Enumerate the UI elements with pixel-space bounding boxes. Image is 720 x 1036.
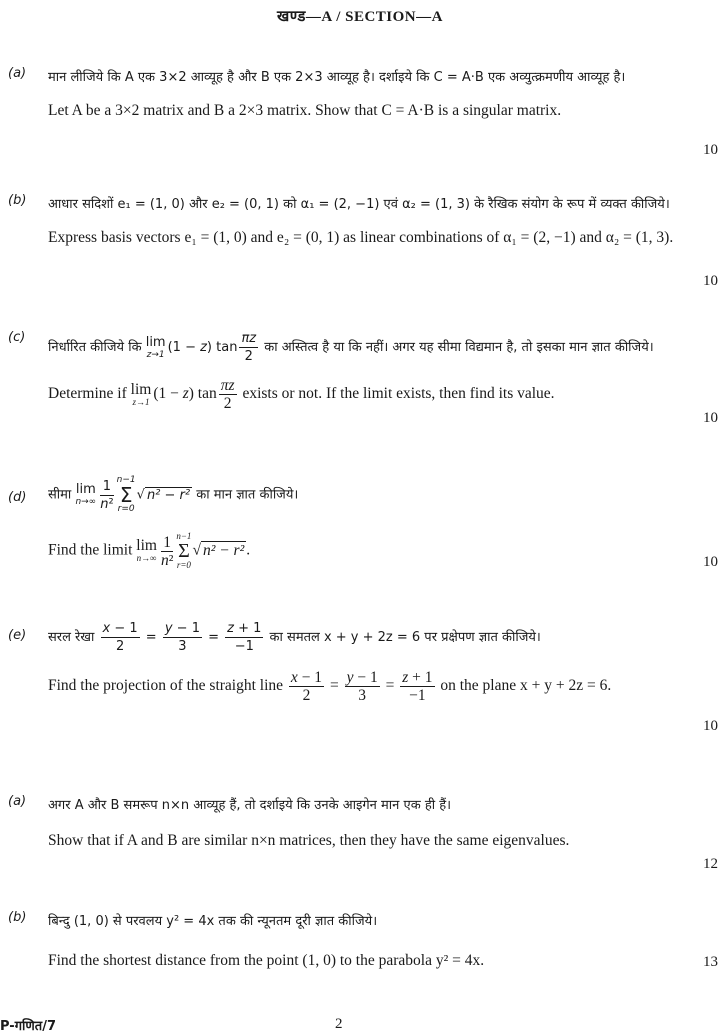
question-marks: 10 [703,554,718,570]
question-hindi-pre: निर्धारित कीजिये कि [48,340,142,355]
question-label: (d) [8,490,27,505]
fraction: $\frac{x - 1}{2}$ [290,669,323,704]
limit-expression: lim n→∞ [75,482,97,507]
question-hindi: अगर A और B समरूप n×n आव्यूह हैं, तो दर्शाइये कि उनके आइगेन मान एक ही हैं। [48,798,452,813]
question-hindi-pre: सरल रेखा [48,630,95,645]
question-1d [8,476,720,570]
question-marks: 10 [703,142,718,158]
question-hindi: मान लीजिये कि A एक 3×2 आव्यूह है और B एक 2×3 आव्यूह है। दर्शाइये कि C = A·B एक अव्युत्क्रमणीय आव्यूह है। [48,70,626,85]
page-number: 2 [335,1016,343,1032]
limit-expression: lim z→1 [145,334,166,360]
question-hindi-pre: सीमा [48,487,72,503]
question-english: Find the shortest distance from the point (1, 0) to the parabola y² = 4x. [48,952,485,969]
summation: n−1 Σ r=0 [176,531,192,570]
question-hindi: आधार सदिशों e₁ = (1, 0) और e₂ = (0, 1) को α₁ = (2, −1) एवं α₂ = (1, 3) के रैखिक संयोग के रूप में व्यक्त कीजिये। [48,197,670,212]
question-english: Find the projection of the straight line $\frac{x - 1}{2}$ = $\frac{y - 1}{3}$ = $\frac{z + 1}{-1}$ on the plane x + y + 2z = 6. [48,669,612,704]
summation: n−1 Σ r=0 [116,475,136,514]
question-label: (b) [8,910,27,925]
question-english-pre: Find the projection of the straight line [48,677,284,695]
question-1e [8,620,720,734]
limit-expression: lim z→1 [130,380,152,407]
question-english: Show that if A and B are similar n×n matrices, then they have the same eigenvalues. [48,832,570,849]
question-2a [8,794,720,872]
fraction: $\frac{y - 1}{3}$ [346,669,378,704]
question-marks: 10 [703,410,718,426]
question-english-post: on the plane x + y + 2z = 6. [440,677,612,695]
paper-code: P-गणित/7 [0,1019,56,1034]
question-1a [8,66,720,158]
question-english-pre: Determine if [48,385,127,403]
question-label: (e) [8,628,27,643]
fraction: $\frac{1}{\text{n²}}$ [100,478,114,512]
question-marks: 10 [703,273,718,289]
question-1c [8,330,720,426]
fraction: $\frac{\pi z}{2}$ [220,377,235,412]
question-marks: 13 [703,954,718,970]
question-hindi-post: का मान ज्ञात कीजिये। [196,487,299,503]
question-english: Express basis vectors e₁ = (1, 0) and e₂ = (0, 1) as linear combinations of α₁ = (2, −1) and α₂ = (1, 3). [48,229,674,246]
question-1b [8,193,720,289]
question-hindi: बिन्दु (1, 0) से परवलय y² = 4x तक की न्यूनतम दूरी ज्ञात कीजिये। [48,914,378,929]
question-label: (a) [8,66,27,81]
question-label: (c) [8,330,26,345]
question-hindi-post: का अस्तित्व है या कि नहीं। अगर यह सीमा विद्यमान है, तो इसका मान ज्ञात कीजिये। [264,340,654,355]
question-label: (a) [8,794,27,809]
question-hindi-post: का समतल x + y + 2z = 6 पर प्रक्षेपण ज्ञात कीजिये। [269,630,541,645]
section-header: खण्ड—A / SECTION—A [277,9,443,25]
question-english-pre: Find the limit [48,541,133,559]
fraction: $\frac{\pi z}{2}$ [241,331,257,364]
limit-expression: lim n→∞ [136,537,157,563]
question-label: (b) [8,193,27,208]
question-english-post: exists or not. If the limit exists, then find its value. [242,385,555,403]
question-english: Determine if lim z→1 (1 − z) tan $\frac{\pi z}{2}$ exists or not. If the limit exists, then find its value. [48,377,555,412]
fraction: $\frac{z + 1}{-1}$ [402,669,433,704]
question-english: Let A be a 3×2 matrix and B a 2×3 matrix. Show that C = A·B is a singular matrix. [48,102,562,119]
fraction: $\frac{z + 1}{-1}$ [227,621,262,654]
question-marks: 10 [703,718,718,734]
question-marks: 12 [703,856,718,872]
fraction: $\frac{y - 1}{3}$ [164,621,200,654]
fraction: $\frac{1}{\text{n²}}$ [160,533,174,569]
fraction: $\frac{x - 1}{2}$ [102,621,138,654]
question-hindi: निर्धारित कीजिये कि lim z→1 (1 − z) tan $\frac{\pi z}{2}$ का अस्तित्व है या कि नहीं। अगर यह सीमा विद्यमान है, तो इसका मान ज्ञात कीजिये। [48,331,654,364]
question-2b [8,910,720,972]
question-english: Find the limit lim n→∞ $\frac{1}{\text{n²}}$ n−1 Σ r=0 √ n² − r² . [48,531,251,570]
question-hindi: सीमा lim n→∞ $\frac{1}{\text{n²}}$ n−1 Σ r=0 √ n² − r² का मान ज्ञात कीजिये। [48,475,299,514]
question-hindi: सरल रेखा $\frac{x - 1}{2}$ = $\frac{y - 1}{3}$ = $\frac{z + 1}{-1}$ का समतल x + y + 2z = 6 पर प्रक्षेपण ज्ञात कीजिये। [48,621,541,654]
